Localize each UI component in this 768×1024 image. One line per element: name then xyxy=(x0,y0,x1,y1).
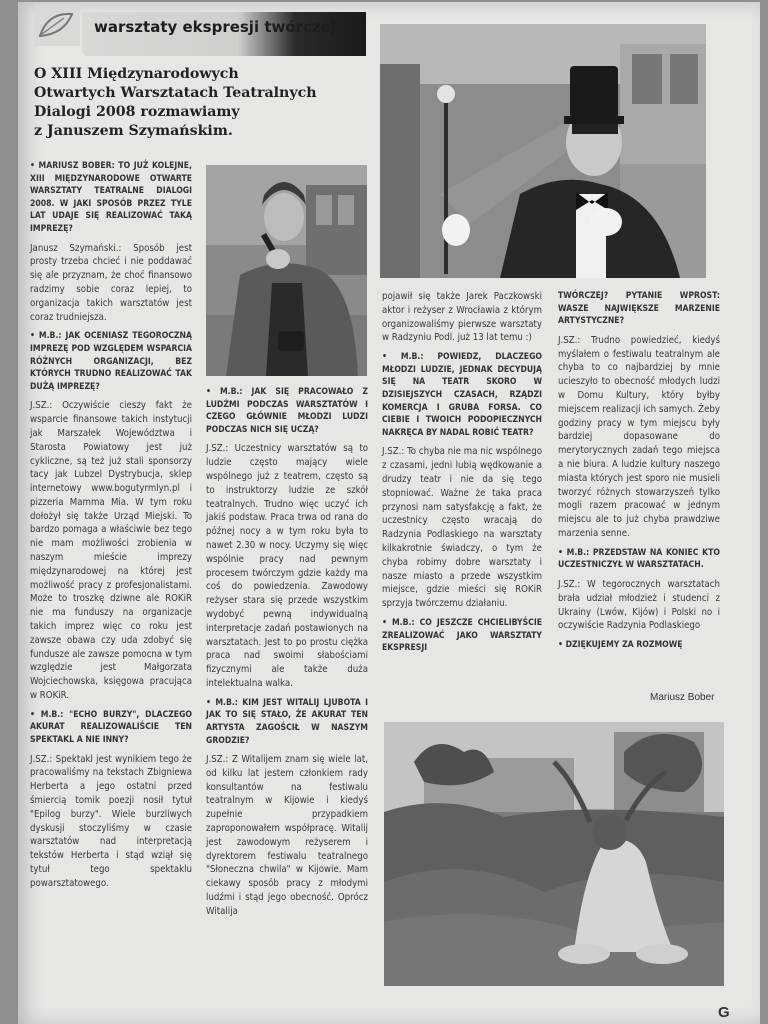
title-line-4: z Januszem Szymańskim. xyxy=(34,123,233,139)
section-label: warsztaty ekspresji twórczej xyxy=(94,18,336,36)
answer-4: J.SZ.: Uczestnicy warsztatów są to ludzie często mający wiele wspólnego już z teatrem, często są to instruktorzy ludzie ze szkół teatralnych. Trudno więc uczyć ich jakiś podstaw. Praca trwa od rana do późnej nocy a w tym roku była to nawet 2.30 w nocy. Uczymy się więc wspólnie pracy nad pewnym procesem twórczym gdzie każdy ma coś do powiedzenia. Zawodowy reżyser stara się przede wszystkim wydobyć pewną indywidualną interpretacje zadań postawionych na warsztatach. Jest to po prostu ciężka praca nad swoimi słabościami fizycznymi ale także duża intelektualna walka. xyxy=(206,443,368,689)
question-5: • M.B.: KIM JEST WITALIJ LJUBOTA I JAK TO SIĘ STAŁO, ŻE AKURAT TEN ARTYSTA ZAGOŚCIŁ W NASZYM GRODZIE? xyxy=(206,697,368,746)
question-7-continued: TWÓRCZEJ? PYTANIE WPROST: WASZE NAJWIĘKSZE MARZENIE ARTYSTYCZNE? xyxy=(558,291,720,327)
answer-5-continued: pojawił się także Jarek Paczkowski aktor i reżyser z Wrocławia z którym organizowaliśmy pierwsze warsztaty w Radzyniu Podl. już 13 lat temu :) xyxy=(382,291,542,344)
question-2: • M.B.: JAK OCENIASZ TEGOROCZNĄ IMPREZĘ POD WZGLĘDEM WSPARCIA RÓŻNYCH ORGANIZACJI, BEZ KTÓRYCH TRUDNO REALIZOWAĆ TAK DUŻĄ IMPREZĘ? xyxy=(30,331,192,392)
page-number: G xyxy=(718,1004,730,1021)
closing-thanks: • DZIĘKUJEMY ZA ROZMOWĘ xyxy=(558,640,683,651)
leaf-logo-icon xyxy=(34,6,80,46)
author-signature: Mariusz Bober xyxy=(650,692,715,703)
answer-2: J.SZ.: Oczywiście cieszy fakt że wsparcie finansowe takich instytucji jak Marszałek Województwa i Starosta Powiatowy jest już cykliczne, są też już stali sponsorzy tacy jak Lubzel Dystrybucja, sklep internetowy www.bogutyrmlyn.pl i pizzeria Mamma Mia. W tym roku dołożył się także Urząd Miejski. To bardzo pomaga a właściwie bez tego nie mam możliwości zrobienia w naszym mieście imprezy międzynarodowej na której jest możliwość pracy z profesjonalistami. Może to troszkę dziwne ale ROKiR nie ma funduszy na organizacje takich imprez więc co roku jest zawsze obawa czy uda zdobyć się fundusze ale zawsze pomocna w tym względzie jest Małgorzata Wojciechowska, księgowa pracująca w ROKiR. xyxy=(30,400,192,702)
question-7: • M.B.: CO JESZCZE CHCIELIBYŚCIE ZREALIZOWAĆ JAKO WARSZTATY EKSPRESJI xyxy=(382,617,542,654)
answer-6: J.SZ.: To chyba nie ma nic wspólnego z czasami, jedni lubią wędkowanie a drudzy teatr i nie da się tego stopniować. Ważne że taka praca przynosi nam satysfakcję a fakt, że uczestnicy często wracają do Radzynia Podlaskiego na warsztaty kilkakrotnie świadczy, o tym że chyba robimy dobre warsztaty i nasze miasto a przede wszystkim miejsce, gdzie mieści się ROKiR sprzyja twórczemu działaniu. xyxy=(382,446,542,610)
question-1: • MARIUSZ BOBER: TO JUŻ KOLEJNE, XIII MIĘDZYNARODOWE OTWARTE WARSZTATY TEATRALNE DIALOGI 2008. W JAKI SPOSÓB PRZEZ TYLE LAT UDAJE SIĘ REALIZOWAĆ TAKĄ IMPREZĘ? xyxy=(30,161,192,234)
question-3: • M.B.: "ECHO BURZY", DLACZEGO AKURAT REALIZOWALIŚCIE TEN SPEKTAKL A NIE INNY? xyxy=(30,709,192,746)
question-6: • M.B.: POWIEDZ, DLACZEGO MŁODZI LUDZIE, JEDNAK DECYDUJĄ SIĘ NA TEATR SKORO W DZISIEJSZYCH CZASACH, RZĄDZI KOMERCJA I GRUBA FORSA. CO CIEBIE I TWOICH PODOPIECZNYCH NAKRĘCA BY NADAL ROBIĆ TEATR? xyxy=(382,352,542,438)
photo-actor-in-garden xyxy=(384,722,724,986)
answer-1: Janusz Szymański.: Sposób jest prosty trzeba chcieć i nie poddawać się ale przyznam, że choć finansowo radzimy sobie coraz lepiej, to organizacja takich warsztatów jest coraz trudniejsza. xyxy=(30,242,192,323)
title-line-1: O XIII Międzynarodowych xyxy=(34,66,239,82)
answer-5: J.SZ.: Z Witalijem znam się wiele lat, od kilku lat jestem członkiem rady konsultantów na festiwalu teatralnym w Kijowie i kiedyś zupełnie przypadkiem zaproponowałem współpracę. Witalij jest zawodowym reżyserem i dyrektorem festiwalu teatralnego "Słoneczna chwila" w Kijowie. Mam ciekawy sposób pracy z młodymi ludźmi i stąd jego obecność. Oprócz Witalija xyxy=(206,754,368,917)
question-4: • M.B.: JAK SIĘ PRACOWAŁO Z LUDŹMI PODCZAS WARSZTATÓW I CZEGO GŁÓWNIE MŁODZI LUDZI PODCZAS NICH SIĘ UCZĄ? xyxy=(206,387,368,435)
text-column-2 xyxy=(206,386,368,925)
article-title xyxy=(34,65,370,141)
text-column-3 xyxy=(382,290,542,661)
title-line-3: Dialogi 2008 rozmawiamy xyxy=(34,104,240,120)
text-column-1 xyxy=(30,160,192,897)
answer-3: J.SZ.: Spektakl jest wynikiem tego że pracowaliśmy na tekstach Zbigniewa Herberta a jego ostatni przed śmiercią tomik poezji nosił tytuł "Epilog burzy". Wiele burzliwych dyskusji stoczyliśmy w czasie warsztatów nad interpretacją tekstów Herberta i stąd wziął się tytuł tego spektaklu powarsztatowego. xyxy=(30,753,192,889)
question-8: • M.B.: PRZEDSTAW NA KONIEC KTO UCZESTNICZYŁ W WARSZTATACH. xyxy=(558,547,720,571)
answer-8: J.SZ.: W tegorocznych warsztatach brała udział młodzież i studenci z Ukrainy (Lwów, Kijów) i Polski no i oczywiście Radzynia Podlaskiego xyxy=(558,578,720,632)
section-header xyxy=(34,4,366,60)
photo-man-with-microphone xyxy=(206,165,367,376)
photo-top-hat-actor xyxy=(380,24,706,278)
answer-7: J.SZ.: Trudno powiedzieć, kiedyś myślałem o festiwalu teatralnym ale chyba to co najbardziej by mnie ucieszyło to obecność młodych ludzi w Domu Kultury, który byłby miejscem realizacji ich samych. Żeby godziny pracy w tym miejscu były bardziej dopasowane do merytorycznych zadań tego miejsca a nie biura. A ludzie kultury naszego miasta których jest sporo nie musieli tworzyć różnych stowarzyszeń tylko mogli razem pracować w jednym miejscu ale to już chyba prawdziwe marzenia senne. xyxy=(558,334,720,539)
title-line-2: Otwartych Warsztatach Teatralnych xyxy=(34,85,317,101)
text-column-4 xyxy=(558,290,720,658)
